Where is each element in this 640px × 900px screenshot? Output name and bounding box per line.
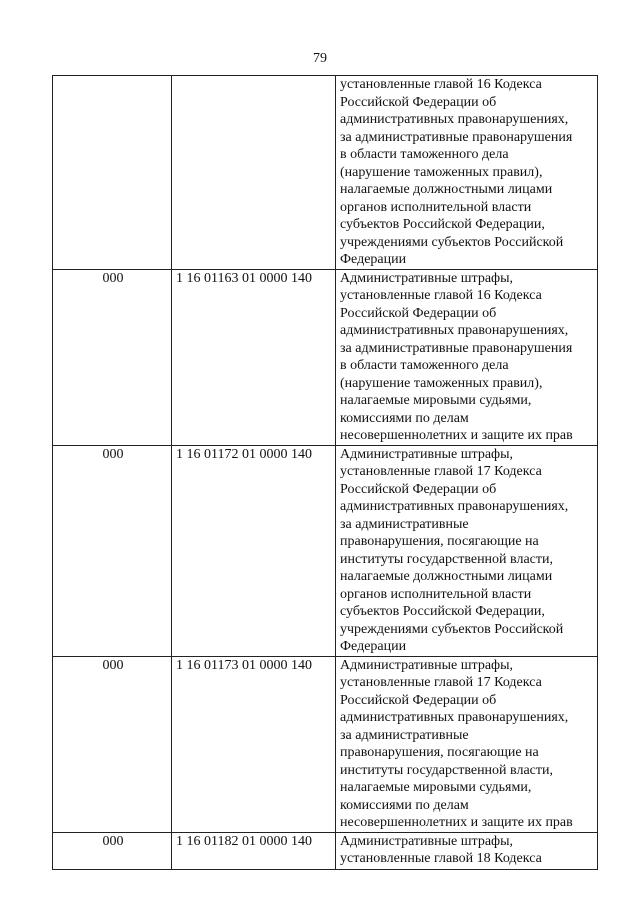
kbk-code-cell: 1 16 01172 01 0000 140 xyxy=(172,445,336,656)
description-line: несовершеннолетних и защите их прав xyxy=(340,428,573,443)
description-line: институты государственной власти, xyxy=(340,762,553,778)
table-row xyxy=(53,76,598,270)
admin-code-cell: 000 xyxy=(53,656,172,832)
table-row xyxy=(53,269,598,445)
description-line: налагаемые должностными лицами xyxy=(340,182,553,197)
description-line: Административные штрафы, xyxy=(340,270,514,286)
description-line: комиссиями по делам xyxy=(340,410,469,426)
description-line: органов исполнительной власти xyxy=(340,586,532,602)
description-line: органов исполнительной власти xyxy=(340,199,532,215)
table-row xyxy=(53,445,598,656)
description-line: Административные штрафы, xyxy=(340,833,514,849)
admin-code-cell: 000 xyxy=(53,832,172,869)
description-line: комиссиями по делам xyxy=(340,797,469,813)
description-line: административных правонарушениях, xyxy=(340,323,569,338)
description-cell xyxy=(336,832,598,869)
description-line: за административные правонарушения xyxy=(340,129,573,145)
description-line: за административные правонарушения xyxy=(340,340,573,356)
admin-code-cell: 000 xyxy=(53,445,172,656)
description-cell xyxy=(336,269,598,445)
description-line: Федерации xyxy=(340,639,407,654)
description-line: налагаемые мировыми судьями, xyxy=(340,780,532,795)
kbk-code-cell: 1 16 01182 01 0000 140 xyxy=(172,832,336,869)
description-line: правонарушения, посягающие на xyxy=(340,534,539,549)
description-line: установленные главой 17 Кодекса xyxy=(340,464,542,479)
description-line: административных правонарушениях, xyxy=(340,710,569,725)
description-line: Федерации xyxy=(340,252,407,267)
description-line: в области таможенного дела xyxy=(340,358,509,373)
description-line: несовершеннолетних и защите их прав xyxy=(340,815,573,830)
description-line: установленные главой 16 Кодекса xyxy=(340,288,542,303)
description-line: (нарушение таможенных правил), xyxy=(340,375,543,391)
table-row xyxy=(53,832,598,869)
description-line: налагаемые мировыми судьями, xyxy=(340,393,532,408)
description-line: Российской Федерации об xyxy=(340,481,497,497)
description-line: институты государственной власти, xyxy=(340,551,553,567)
admin-code-cell xyxy=(53,76,172,270)
description-line: за административные xyxy=(340,727,469,743)
description-line: Российской Федерации об xyxy=(340,305,497,321)
kbk-code-cell: 1 16 01163 01 0000 140 xyxy=(172,269,336,445)
description-cell xyxy=(336,76,598,270)
kbk-code-cell xyxy=(172,76,336,270)
description-line: субъектов Российской Федерации, xyxy=(340,604,545,619)
description-line: правонарушения, посягающие на xyxy=(340,745,539,760)
kbk-code-cell: 1 16 01173 01 0000 140 xyxy=(172,656,336,832)
description-line: за административные xyxy=(340,516,469,532)
description-line: Административные штрафы, xyxy=(340,657,514,673)
description-line: учреждениями субъектов Российской xyxy=(340,621,564,637)
description-line: установленные главой 17 Кодекса xyxy=(340,675,542,690)
description-cell xyxy=(336,656,598,832)
page-number: 79 xyxy=(313,51,327,66)
description-line: Российской Федерации об xyxy=(340,94,497,110)
description-line: установленные главой 18 Кодекса xyxy=(340,851,542,866)
description-line: налагаемые должностными лицами xyxy=(340,569,553,584)
description-line: субъектов Российской Федерации, xyxy=(340,217,545,232)
description-line: (нарушение таможенных правил), xyxy=(340,164,543,180)
description-line: Административные штрафы, xyxy=(340,446,514,462)
budget-codes-table-body xyxy=(53,76,598,870)
table-row xyxy=(53,656,598,832)
description-line: установленные главой 16 Кодекса xyxy=(340,77,542,92)
description-line: административных правонарушениях, xyxy=(340,112,569,127)
description-line: в области таможенного дела xyxy=(340,147,509,162)
description-line: Российской Федерации об xyxy=(340,692,497,708)
description-cell xyxy=(336,445,598,656)
admin-code-cell: 000 xyxy=(53,269,172,445)
description-line: учреждениями субъектов Российской xyxy=(340,234,564,250)
description-line: административных правонарушениях, xyxy=(340,499,569,514)
budget-codes-table xyxy=(52,75,598,870)
